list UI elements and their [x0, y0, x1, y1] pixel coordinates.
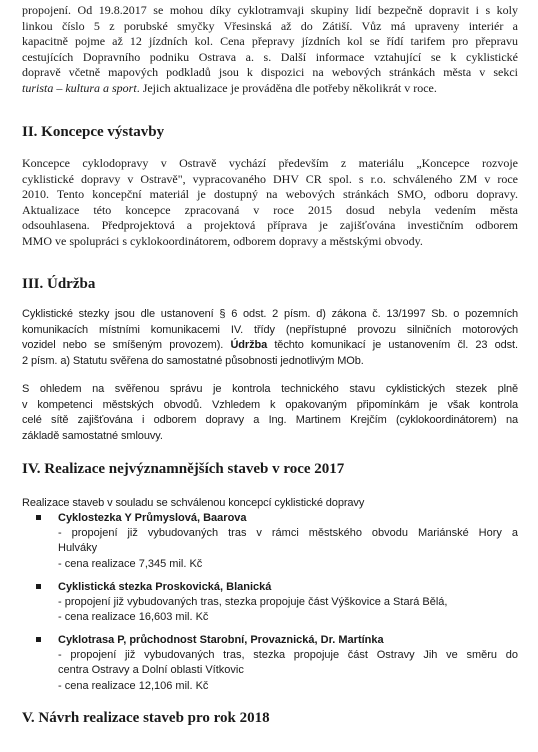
section-heading-udrzba: III. Údržba — [22, 276, 96, 292]
project-item — [22, 512, 518, 576]
italic-section-name: turista – kultura a sport — [22, 80, 137, 95]
udrzba-paragraph-2 — [22, 382, 518, 444]
text-line: Aktualizace této koncepce zpracovaná v roce 2015 dosud nebyla vedením města — [22, 202, 518, 217]
text-line: MMO ve spolupráci s cyklokoordinátorem, odborem dopravy a městskými obvody. — [22, 233, 423, 248]
text-fragment: vozidel nebo se smíšeným provozem). — [22, 339, 224, 351]
text-line: Cyklistické stezky jsou dle ustanovení § 6 odst. 2 písm. d) zákona č. 13/1997 Sb. o pozemních — [22, 308, 518, 320]
text-line: cyklistické dopravy v Ostravě", vypracovaného DHV CR spol. s r.o. schváleného ZM v roce — [22, 171, 518, 186]
text-line — [22, 338, 518, 354]
udrzba-paragraph-1 — [22, 307, 518, 369]
project-title: Cyklostezka Y Průmyslová, Baarova — [58, 512, 247, 524]
text-line: odsouhlasena. Předprojektová a projektová příprava je zajišťována investičním odborem — [22, 218, 518, 232]
project-item — [22, 634, 518, 698]
text-line-last — [22, 81, 518, 97]
text-line: 2 písm. a) Statutu svěřena do samostatné působnosti jednotlivým MOb. — [22, 354, 364, 367]
bold-term: Údržba — [230, 339, 268, 351]
project-description: - propojení již vybudovaných tras v rámci městského obvodu Mariánské Hory a — [58, 527, 518, 539]
project-title: Cyklistická stezka Proskovická, Blanická — [58, 581, 272, 593]
project-title: Cyklotrasa P, průchodnost Starobní, Provaznická, Dr. Martínka — [58, 634, 384, 646]
text-line: komunikacích místními komunikacemi IV. třídy (nepřístupné provozu silničních motorových — [22, 323, 518, 336]
text-line: kapacitně pojme až 12 jízdních kol. Cena přepravy jízdních kol se řídí tarifem pro přepravu — [22, 34, 518, 48]
text-line: linkou číslo 5 z porubské smyčky Vřesinská až do Zátiší. Vůz má upraveny interiér a — [22, 18, 518, 33]
text-line: S ohledem na svěřenou správu je kontrola technického stavu cyklistických stezek plně — [22, 383, 518, 395]
text-line: dopravě včetně mapových podkladů jsou k dispozici na webových stránkách města v sekci — [22, 65, 518, 79]
text-line: Realizace staveb v souladu se schválenou koncepcí cyklistické dopravy — [22, 497, 365, 509]
project-cost: - cena realizace 12,106 mil. Kč — [58, 680, 209, 692]
text-fragment: . Jejich aktualizace je prováděna dle potřeby několikrát v roce. — [136, 80, 437, 95]
project-cost: - cena realizace 7,345 mil. Kč — [58, 558, 203, 570]
project-description: - propojení již vybudovaných tras, stezka propojuje část Ostravy Jih ve směru do — [58, 649, 518, 661]
text-line: základě samostatné smlouvy. — [22, 429, 163, 442]
realizace-intro — [22, 496, 518, 512]
project-cost: - cena realizace 16,603 mil. Kč — [58, 611, 209, 623]
intro-paragraph — [22, 3, 518, 96]
bullet-square-icon — [36, 515, 41, 520]
project-description: Hulváky — [58, 542, 98, 554]
project-description: - propojení již vybudovaných tras, stezka propojuje část Výškovice a Stará Bělá, — [58, 596, 448, 608]
text-line: 2010. Tento koncepční materiál je dostupný na webových stránkách SMO, odboru dopravy. — [22, 187, 518, 201]
text-line: propojení. Od 19.8.2017 se mohou díky cyklotramvaji skupiny lidí bezpečně dopravit i s koly — [22, 3, 518, 17]
text-line: celé sítě zajišťována i odborem dopravy a Ing. Martinem Krejčím (cyklokoordinátorem) na — [22, 414, 518, 426]
project-item — [22, 581, 518, 629]
section-heading-koncepce: II. Koncepce výstavby — [22, 124, 165, 140]
bullet-square-icon — [36, 584, 41, 589]
text-line: Koncepce cyklodopravy v Ostravě vychází především z materiálu „Koncepce rozvoje — [22, 156, 518, 170]
text-fragment: těchto komunikací je ustanovením čl. 23 odst. — [267, 339, 518, 351]
koncepce-paragraph — [22, 156, 518, 249]
bullet-square-icon — [36, 637, 41, 642]
section-heading-realizace-2017: IV. Realizace nejvýznamnějších staveb v roce 2017 — [22, 461, 345, 477]
project-description: centra Ostravy a Dolní oblasti Vítkovic — [58, 664, 244, 676]
text-line: cestujících Dopravního podniku Ostrava a. s. Další informace vztahující se k cyklistické — [22, 49, 518, 64]
section-heading-navrh-2018: V. Návrh realizace staveb pro rok 2018 — [22, 710, 270, 726]
text-line: v kompetenci městských obvodů. Vzhledem k opakovaným připomínkám je však kontrola — [22, 398, 518, 411]
